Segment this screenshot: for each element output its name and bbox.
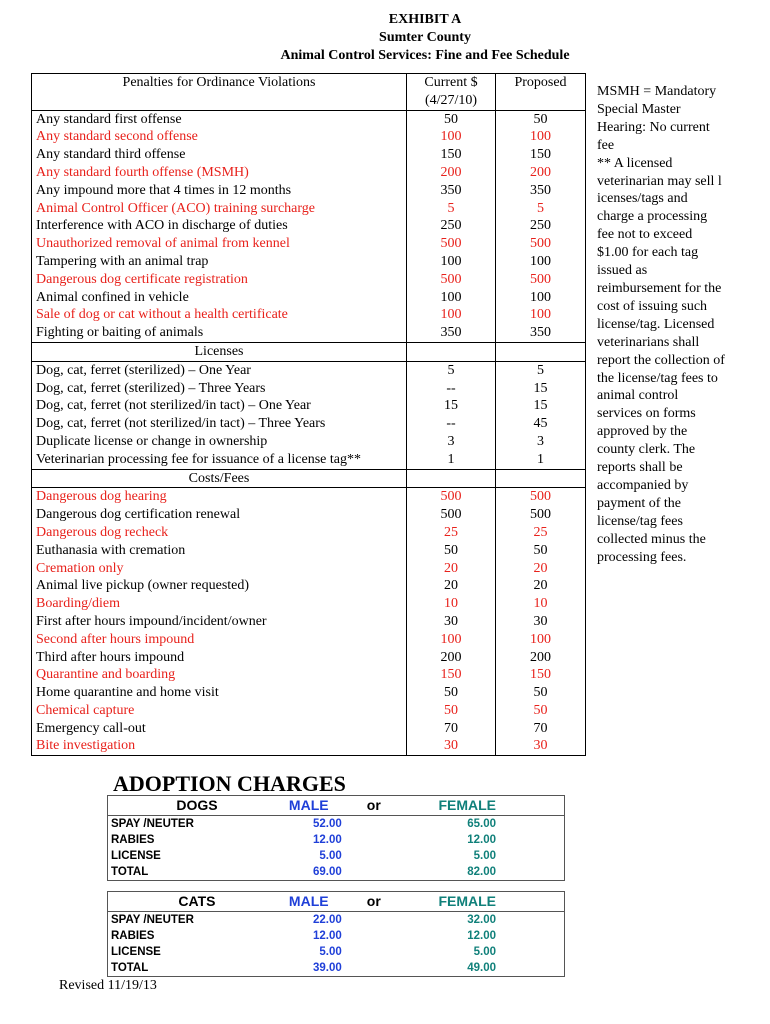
spacer: [345, 848, 427, 864]
fee-current: 200: [407, 649, 496, 667]
fee-current: 20: [407, 577, 496, 595]
fee-proposed: 100: [496, 253, 586, 271]
fee-proposed: 45: [496, 415, 586, 433]
female-price: 65.00: [467, 818, 496, 830]
male-price: 69.00: [313, 866, 342, 878]
fee-row: [32, 737, 586, 755]
fee-label: Veterinarian processing fee for issuance of a license tag**: [36, 451, 361, 467]
adoption-charges-title: ADOPTION CHARGES: [113, 771, 346, 796]
fee-row: [32, 397, 586, 415]
fee-label: Euthanasia with cremation: [36, 542, 186, 558]
female-price: 5.00: [473, 946, 496, 958]
fee-current: 200: [407, 164, 496, 182]
revised-date: Revised 11/19/13: [59, 978, 157, 993]
fee-row: [32, 524, 586, 542]
costs-section-header: [32, 469, 586, 488]
fee-current: 100: [407, 128, 496, 146]
fee-row: [32, 488, 586, 506]
male-price: 52.00: [313, 818, 342, 830]
fee-label: Boarding/diem: [36, 596, 120, 612]
fee-proposed: 350: [496, 182, 586, 200]
dogs-male-header: MALE: [286, 796, 345, 816]
adoption-row: [108, 864, 565, 881]
penalties-section: [32, 110, 586, 342]
fee-current: 5: [407, 361, 496, 379]
spacer: [345, 944, 427, 960]
fee-proposed: 50: [496, 702, 586, 720]
fee-label: Dog, cat, ferret (sterilized) – One Year: [32, 361, 407, 379]
charge-label: TOTAL: [111, 962, 149, 974]
fee-current: 100: [407, 631, 496, 649]
fee-label: Second after hours impound: [36, 631, 195, 647]
fee-label: Bite investigation: [36, 738, 136, 754]
fee-label: Dog, cat, ferret (not sterilized/in tact) – One Year: [36, 398, 311, 414]
charge-label: TOTAL: [111, 866, 149, 878]
fee-row: [32, 380, 586, 398]
fee-row: [32, 146, 586, 164]
fee-row: [32, 253, 586, 271]
fee-row: [32, 128, 586, 146]
fee-label: Any impound more that 4 times in 12 months: [36, 182, 292, 198]
fee-row: [32, 720, 586, 738]
schedule-title: Animal Control Services: Fine and Fee Schedule: [280, 48, 570, 63]
fee-proposed: 500: [496, 488, 586, 506]
fee-row: [32, 235, 586, 253]
fee-label: Dog, cat, ferret (sterilized) – Three Years: [36, 380, 266, 396]
exhibit-title: EXHIBIT A: [388, 12, 462, 27]
proposed-column-header: Proposed: [496, 74, 586, 111]
current-header-line1: Current $: [424, 75, 478, 90]
fee-proposed: 30: [496, 737, 586, 755]
fee-row: [32, 542, 586, 560]
adoption-row: [108, 928, 565, 944]
fee-label: Emergency call-out: [36, 720, 146, 736]
fee-proposed: 10: [496, 595, 586, 613]
dogs-female-header: FEMALE: [426, 796, 564, 816]
fee-row: [32, 684, 586, 702]
spacer: [345, 928, 427, 944]
fee-label: Sale of dog or cat without a health certificate: [36, 307, 288, 323]
fee-label: Home quarantine and home visit: [36, 685, 219, 701]
fee-proposed: 500: [496, 235, 586, 253]
fee-current: 20: [407, 560, 496, 578]
fee-current: 50: [407, 684, 496, 702]
penalties-column-header: Penalties for Ordinance Violations: [122, 75, 316, 90]
fee-row: [32, 182, 586, 200]
fee-row: [32, 613, 586, 631]
fee-label: Tampering with an animal trap: [36, 253, 209, 269]
fee-proposed: 350: [496, 324, 586, 342]
fee-schedule-table: [31, 73, 586, 756]
fee-current: 50: [407, 542, 496, 560]
fee-label: Duplicate license or change in ownership: [36, 433, 268, 449]
fee-row: [32, 666, 586, 684]
fee-proposed: 50: [496, 684, 586, 702]
fee-current: --: [407, 415, 496, 433]
fee-proposed: 200: [496, 164, 586, 182]
fee-current: 500: [407, 506, 496, 524]
fee-proposed: 100: [496, 128, 586, 146]
licenses-section-header: [32, 342, 586, 361]
spacer: [345, 960, 427, 977]
male-price: 5.00: [319, 850, 342, 862]
cats-adoption-table: [107, 891, 565, 977]
female-price: 49.00: [467, 962, 496, 974]
fee-row: [32, 110, 586, 128]
fee-proposed: 250: [496, 217, 586, 235]
fee-proposed: 100: [496, 306, 586, 324]
fee-label: First after hours impound/incident/owner: [36, 613, 267, 629]
fee-label: Chemical capture: [36, 702, 135, 718]
fee-current: 350: [407, 182, 496, 200]
fee-proposed: 500: [496, 271, 586, 289]
fee-current: 350: [407, 324, 496, 342]
fee-label: Fighting or baiting of animals: [36, 325, 204, 341]
male-price: 39.00: [313, 962, 342, 974]
spacer: [345, 832, 427, 848]
cats-female-header: FEMALE: [426, 892, 564, 912]
fee-current: 150: [407, 666, 496, 684]
cats-header-row: [108, 892, 565, 912]
fee-proposed: 50: [496, 110, 586, 128]
fee-row: [32, 289, 586, 307]
charge-label: RABIES: [111, 930, 155, 942]
adoption-row: [108, 848, 565, 864]
fee-label: Interference with ACO in discharge of duties: [36, 218, 288, 234]
fee-label: Dog, cat, ferret (not sterilized/in tact) – Three Years: [36, 416, 326, 432]
fee-label: Animal confined in vehicle: [36, 289, 189, 305]
costs-title: Costs/Fees: [32, 469, 407, 488]
fee-proposed: 150: [496, 666, 586, 684]
fee-current: 15: [407, 397, 496, 415]
female-price: 12.00: [467, 834, 496, 846]
fee-label: Any standard fourth offense (MSMH): [36, 164, 249, 180]
fee-proposed: 30: [496, 613, 586, 631]
fee-current: 150: [407, 146, 496, 164]
male-price: 5.00: [319, 946, 342, 958]
fee-current: 5: [407, 200, 496, 218]
male-price: 22.00: [313, 914, 342, 926]
cats-or-label: or: [345, 892, 427, 912]
fee-current: 50: [407, 110, 496, 128]
fee-label: Any standard third offense: [36, 147, 186, 163]
fee-row: [32, 560, 586, 578]
fee-proposed: 200: [496, 649, 586, 667]
fee-row: [32, 361, 586, 379]
fee-current: 10: [407, 595, 496, 613]
spacer: [345, 816, 427, 833]
fee-proposed: 15: [496, 397, 586, 415]
dogs-or-label: or: [345, 796, 427, 816]
fee-current: 500: [407, 488, 496, 506]
fee-proposed: 50: [496, 542, 586, 560]
adoption-row: [108, 944, 565, 960]
fee-label: Any standard second offense: [36, 129, 198, 145]
adoption-row: [108, 960, 565, 977]
fee-row: [32, 649, 586, 667]
fee-label: Any standard first offense: [32, 110, 407, 128]
fee-current: 1: [407, 451, 496, 469]
fee-label: Animal Control Officer (ACO) training surcharge: [36, 200, 316, 216]
fee-label: Animal live pickup (owner requested): [36, 578, 250, 594]
current-column-header: [407, 74, 496, 111]
adoption-row: [108, 912, 565, 929]
fee-proposed: 150: [496, 146, 586, 164]
fee-proposed: 100: [496, 631, 586, 649]
spacer: [345, 912, 427, 929]
fee-proposed: 5: [496, 361, 586, 379]
spacer: [345, 864, 427, 881]
fee-current: 100: [407, 306, 496, 324]
fee-row: [32, 595, 586, 613]
fee-label: Dangerous dog hearing: [32, 488, 407, 506]
fee-row: [32, 200, 586, 218]
fee-label: Third after hours impound: [36, 649, 185, 665]
adoption-row: [108, 832, 565, 848]
dogs-header: DOGS: [108, 796, 286, 816]
fee-label: Dangerous dog certification renewal: [36, 507, 241, 523]
fee-row: [32, 702, 586, 720]
fee-label: Dangerous dog recheck: [36, 524, 169, 540]
fee-label: Unauthorized removal of animal from kennel: [36, 236, 290, 252]
female-price: 5.00: [473, 850, 496, 862]
female-price: 12.00: [467, 930, 496, 942]
fee-row: [32, 324, 586, 342]
fee-row: [32, 415, 586, 433]
fee-proposed: 3: [496, 433, 586, 451]
charge-label: SPAY /NEUTER: [111, 914, 194, 926]
msmh-footnote: MSMH = Mandatory Special Master Hearing: No current fee ** A licensed veterinarian may sell l icenses/tags and charge a processing fee not to exceed $1.00 for each tag issued as reimbursement for the cost of issuing such license/tag. Licensed veterinarians shall report the collection of the license/tag fees to animal control services on forms approved by the county clerk. The reports shall be accompanied by payment of the license/tag fees collected minus the processing fees.: [597, 84, 725, 565]
fee-row: [32, 506, 586, 524]
fee-current: 30: [407, 737, 496, 755]
cats-header: CATS: [108, 892, 286, 912]
male-price: 12.00: [313, 930, 342, 942]
fee-proposed: 15: [496, 380, 586, 398]
licenses-title: Licenses: [32, 342, 407, 361]
charge-label: RABIES: [111, 834, 155, 846]
fee-current: --: [407, 380, 496, 398]
fee-row: [32, 433, 586, 451]
fee-row: [32, 164, 586, 182]
costs-section: [32, 488, 586, 756]
charge-label: LICENSE: [111, 850, 161, 862]
fee-current: 500: [407, 271, 496, 289]
charge-label: SPAY /NEUTER: [111, 818, 194, 830]
fee-label: Quarantine and boarding: [36, 667, 176, 683]
fee-current: 30: [407, 613, 496, 631]
table-header-row: [32, 74, 586, 111]
adoption-row: [108, 816, 565, 833]
fee-proposed: 5: [496, 200, 586, 218]
fee-proposed: 20: [496, 577, 586, 595]
fee-current: 70: [407, 720, 496, 738]
fee-current: 3: [407, 433, 496, 451]
fee-current: 250: [407, 217, 496, 235]
fee-current: 25: [407, 524, 496, 542]
current-header-line2: (4/27/10): [424, 92, 478, 108]
licenses-section: [32, 361, 586, 469]
dogs-adoption-table: [107, 795, 565, 881]
dogs-header-row: [108, 796, 565, 816]
fee-proposed: 25: [496, 524, 586, 542]
fee-label: Dangerous dog certificate registration: [36, 271, 248, 287]
fee-current: 500: [407, 235, 496, 253]
fee-row: [32, 631, 586, 649]
female-price: 32.00: [467, 914, 496, 926]
fee-proposed: 1: [496, 451, 586, 469]
fee-current: 50: [407, 702, 496, 720]
fee-row: [32, 306, 586, 324]
fee-proposed: 100: [496, 289, 586, 307]
female-price: 82.00: [467, 866, 496, 878]
male-price: 12.00: [313, 834, 342, 846]
fee-proposed: 500: [496, 506, 586, 524]
charge-label: LICENSE: [111, 946, 161, 958]
county-name: Sumter County: [379, 30, 471, 45]
fee-row: [32, 577, 586, 595]
cats-male-header: MALE: [286, 892, 345, 912]
fee-proposed: 70: [496, 720, 586, 738]
fee-label: Cremation only: [36, 560, 124, 576]
fee-row: [32, 271, 586, 289]
fee-proposed: 20: [496, 560, 586, 578]
fee-row: [32, 451, 586, 469]
fee-row: [32, 217, 586, 235]
fee-current: 100: [407, 253, 496, 271]
fee-current: 100: [407, 289, 496, 307]
